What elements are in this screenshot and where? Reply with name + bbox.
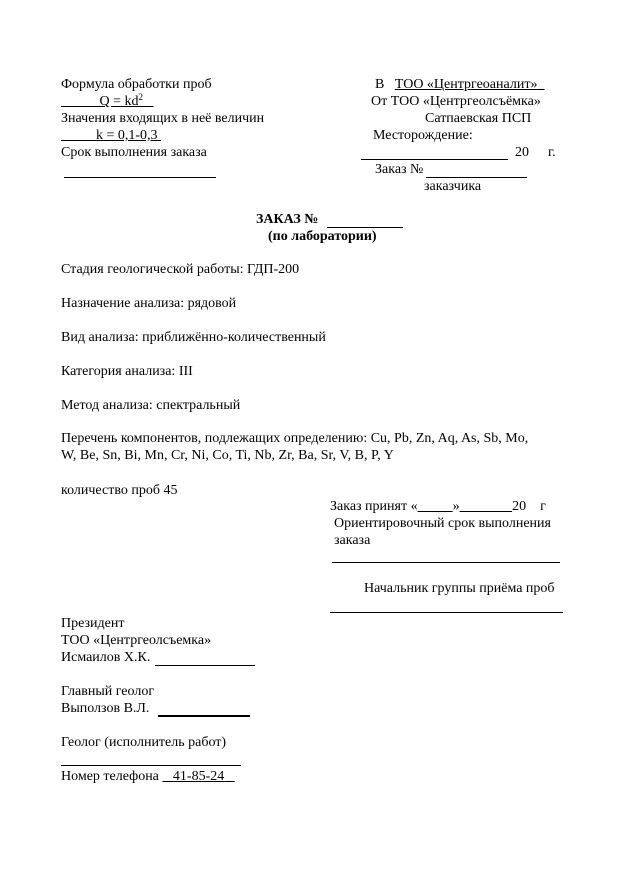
deposit-label: Месторождение:: [373, 128, 473, 143]
geologist-title: Главный геолог: [61, 684, 155, 699]
recipient-line: В ТОО «Центргеоаналит»_: [375, 77, 545, 92]
order-number-line: [327, 227, 403, 228]
formula-label: Формула обработки проб: [61, 77, 212, 92]
customer-order-label: Заказ №: [375, 162, 424, 177]
order-subtitle: (по лаборатории): [268, 229, 377, 244]
year-prefix: 20: [515, 145, 529, 160]
formula-text: Q = kd: [99, 94, 139, 109]
values-label: Значения входящих в неё величин: [61, 111, 265, 126]
president-title: Президент: [61, 616, 125, 631]
customer-label: заказчика: [424, 179, 482, 194]
purpose-field: Назначение анализа: рядовой: [61, 296, 237, 311]
reception-head: Начальник группы приёма проб: [364, 581, 555, 596]
stage-field: Стадия геологической работы: ГДП-200: [61, 262, 300, 277]
deadline-line: [64, 177, 216, 178]
type-field: Вид анализа: приближённо-количественный: [61, 330, 326, 345]
formula-superscript: 2: [138, 92, 144, 102]
category-field: Категория анализа: III: [61, 364, 193, 379]
sender-line: От ТОО «Центргеолсъёмка»: [371, 94, 541, 109]
party-name: Сатпаевская ПСП: [425, 111, 532, 126]
president-signature-line: [155, 665, 255, 666]
geologist-name: Выползов В.Л.: [61, 701, 150, 716]
method-field: Метод анализа: спектральный: [61, 398, 241, 413]
deposit-line: [361, 159, 508, 160]
approx-term-line-2: заказа: [334, 533, 371, 548]
values-value: k = 0,1-0,3: [96, 128, 158, 143]
executor-label: Геолог (исполнитель работ): [61, 735, 227, 750]
sample-count: количество проб 45: [61, 483, 178, 498]
order-accepted-line: Заказ принят « » 20 г: [330, 499, 546, 514]
reception-head-line: [330, 612, 563, 613]
customer-order-line: [426, 177, 527, 178]
approx-term-line: [332, 562, 560, 563]
components-line-2: W, Be, Sn, Bi, Mn, Cr, Ni, Co, Ti, Nb, Zr, Ba, Sr, V, B, P, Y: [61, 448, 394, 463]
phone-line: Номер телефона 41-85-24: [61, 769, 225, 784]
president-name: Исмаилов Х.К.: [61, 650, 151, 665]
deadline-label: Срок выполнения заказа: [61, 145, 207, 160]
order-title: ЗАКАЗ №: [256, 212, 319, 227]
formula-value: [61, 92, 154, 109]
approx-term-line-1: Ориентировочный срок выполнения: [334, 516, 551, 531]
phone-number: 41-85-24: [172, 769, 225, 784]
components-line-1: Перечень компонентов, подлежащих определению: Cu, Pb, Zn, Aq, As, Sb, Mo,: [61, 431, 529, 446]
executor-line: [61, 765, 241, 766]
geologist-signature-line: [158, 715, 250, 717]
year-suffix: г.: [548, 145, 556, 160]
president-org: ТОО «Центргеолсъемка»: [61, 633, 212, 648]
